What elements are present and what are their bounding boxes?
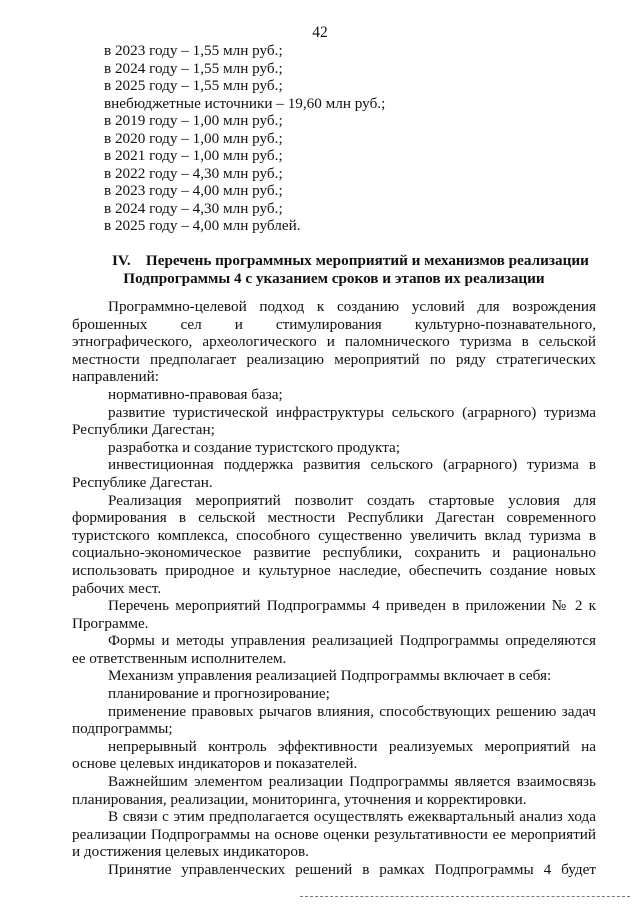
paragraph: Важнейшим элементом реализации Подпрограммы является взаимосвязь планирования, реализации, мониторинга, уточнения и корректировки. bbox=[72, 773, 596, 808]
paragraph: нормативно-правовая база; bbox=[108, 385, 283, 403]
paragraph: Механизм управления реализацией Подпрограммы включает в себя: bbox=[108, 667, 552, 685]
funding-line: в 2024 году – 4,30 млн руб.; bbox=[104, 199, 283, 217]
funding-line: в 2020 году – 1,00 млн руб.; bbox=[104, 129, 283, 147]
funding-line: в 2025 году – 1,55 млн руб.; bbox=[104, 77, 283, 94]
page-bottom-divider bbox=[300, 896, 630, 897]
funding-line: в 2023 году – 4,00 млн руб.; bbox=[104, 182, 283, 199]
funding-line: в 2019 году – 1,00 млн руб.; bbox=[104, 112, 283, 129]
funding-line: в 2022 году – 4,30 млн руб.; bbox=[104, 164, 283, 182]
page-number: 42 bbox=[312, 24, 328, 41]
paragraph: Принятие управленческих решений в рамках Подпрограммы 4 будет bbox=[108, 861, 596, 878]
funding-line: в 2025 году – 4,00 млн рублей. bbox=[104, 217, 301, 234]
paragraph: Реализация мероприятий позволит создать стартовые условия для формирования в сельской местности Республики Дагестан современного туристского комплекса, способного существенно увеличить вклад туризма в социально-экономическое развитие республики, сохранить и рационально использовать природное и культурное наследие, обеспечить создание новых рабочих мест. bbox=[72, 491, 596, 597]
paragraph: Формы и методы управления реализацией Подпрограммы определяются ее ответственным исполнителем. bbox=[72, 632, 596, 667]
funding-list bbox=[104, 42, 385, 235]
paragraph: инвестиционная поддержка развития сельского (аграрного) туризма в Республике Дагестан. bbox=[72, 456, 596, 491]
paragraph: планирование и прогнозирование; bbox=[108, 685, 330, 703]
paragraph: Программно-целевой подход к созданию условий для возрождения брошенных сел и стимулирования культурно-познавательного, этнографического, археологического и паломнического туризма в сельской местности предполагает реализацию мероприятий по ряду стратегических направлений: bbox=[72, 298, 596, 386]
funding-line: внебюджетные источники – 19,60 млн руб.; bbox=[104, 94, 386, 112]
funding-line: в 2024 году – 1,55 млн руб.; bbox=[104, 59, 283, 77]
body-text bbox=[72, 298, 596, 879]
funding-line: в 2023 году – 1,55 млн руб.; bbox=[104, 42, 283, 59]
section-title-line-1 bbox=[72, 252, 596, 270]
paragraph: применение правовых рычагов влияния, способствующих решению задач подпрограммы; bbox=[72, 702, 596, 738]
section-title-text-1: Перечень программных мероприятий и механизмов реализации bbox=[145, 252, 589, 269]
paragraph: развитие туристической инфраструктуры сельского (аграрного) туризма Республики Дагестан; bbox=[72, 403, 596, 439]
paragraph: В связи с этим предполагается осуществлять ежеквартальный анализ хода реализации Подпрограммы на основе оценки результативности ее мероприятий и достижения целевых индикаторов. bbox=[72, 808, 596, 861]
section-heading bbox=[72, 252, 596, 288]
funding-line: в 2021 году – 1,00 млн руб.; bbox=[104, 147, 283, 164]
paragraph: Перечень мероприятий Подпрограммы 4 приведен в приложении № 2 к Программе. bbox=[72, 597, 596, 632]
section-number: IV. bbox=[112, 252, 131, 269]
section-title-line-2: Подпрограммы 4 с указанием сроков и этапов их реализации bbox=[123, 270, 545, 287]
paragraph: разработка и создание туристского продукта; bbox=[108, 438, 401, 456]
paragraph: непрерывный контроль эффективности реализуемых мероприятий на основе целевых индикаторов и показателей. bbox=[72, 737, 596, 773]
